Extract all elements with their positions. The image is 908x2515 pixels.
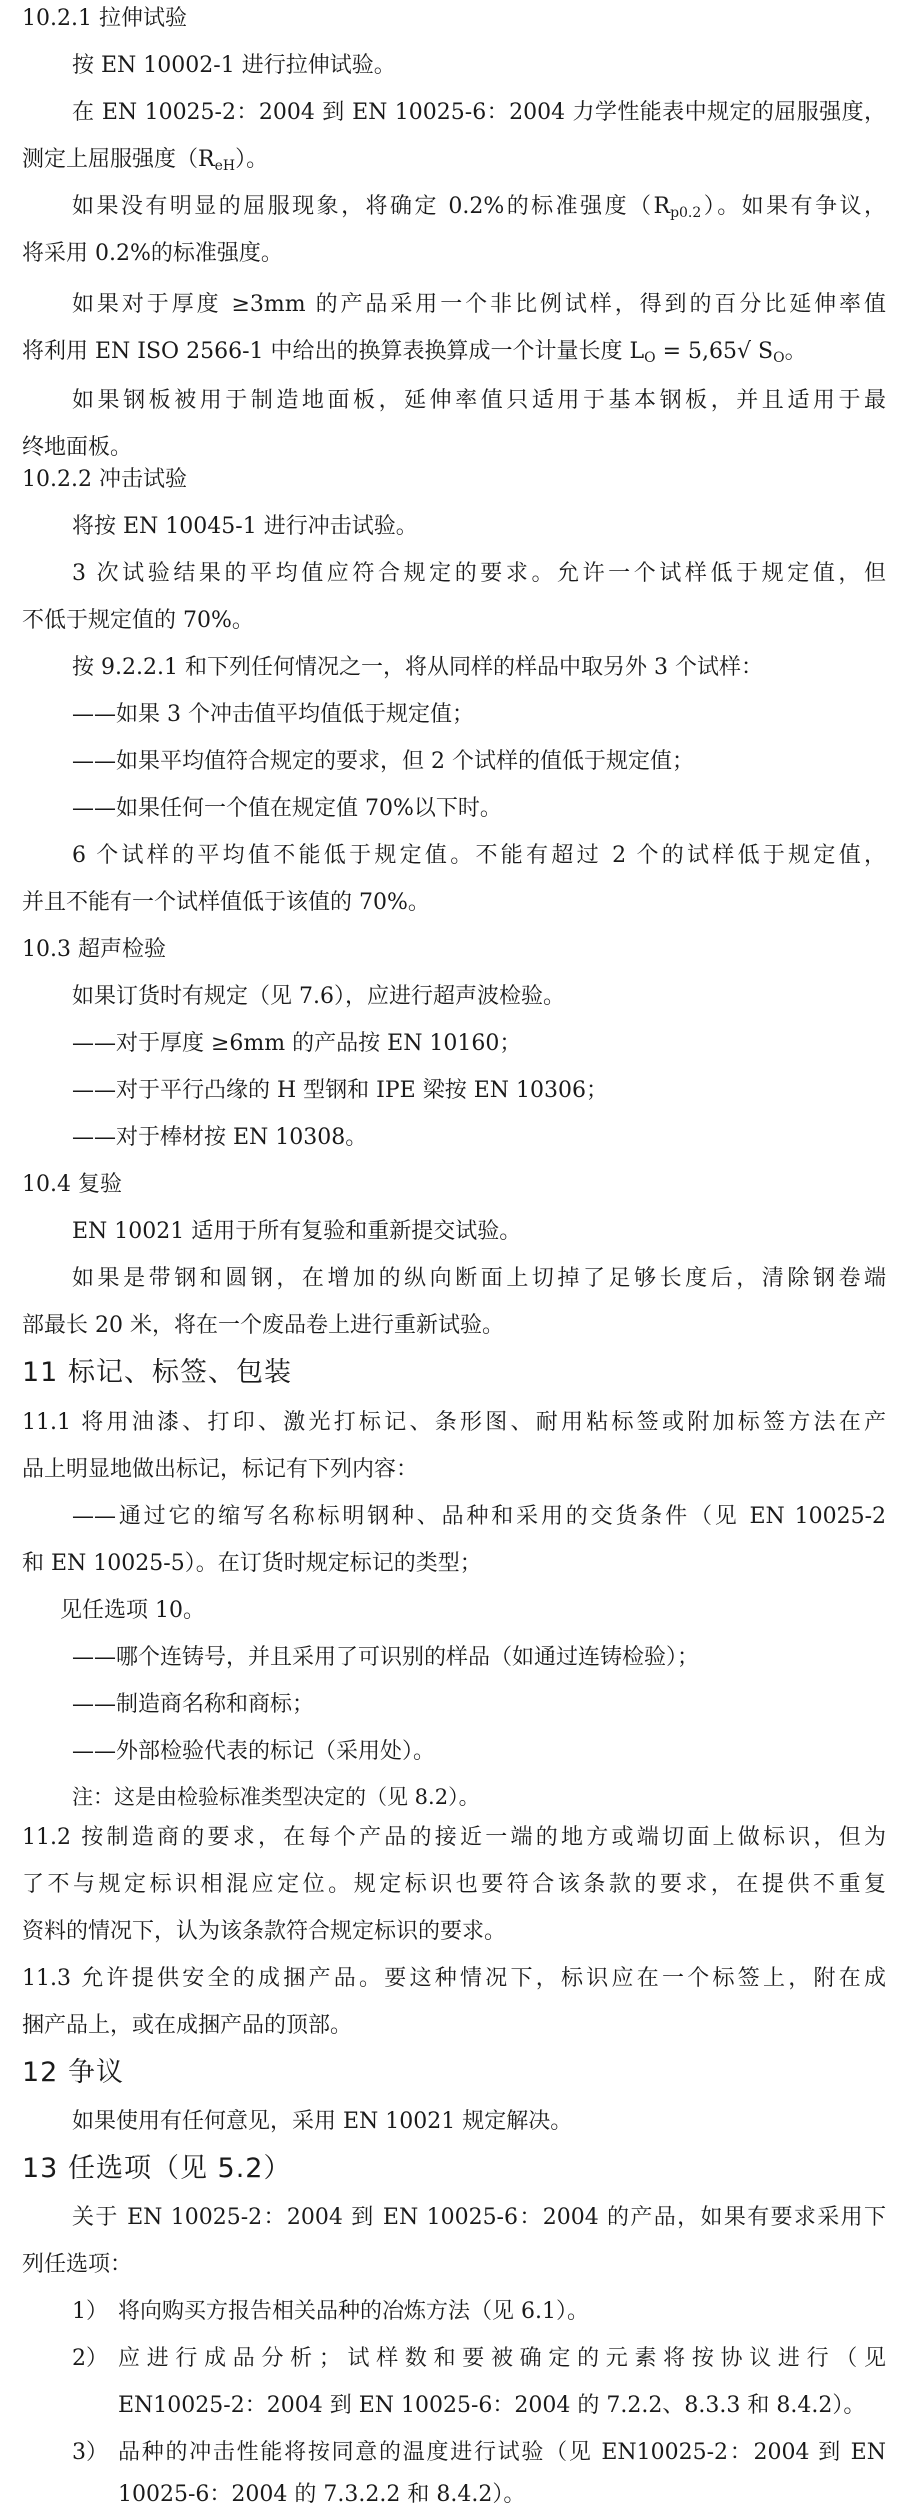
paragraph-line: 将利用 EN ISO 2566-1 中给出的换算表换算成一个计量长度 $L_O = 5,65√$ $S_O$。: [22, 339, 807, 366]
list-item-text: 应进行成品分析；试样数和要被确定的元素将按协议进行（见: [118, 2346, 886, 2371]
list-item-number: 1）: [72, 2299, 108, 2324]
paragraph-line: 品上明显地做出标记，标记有下列内容：: [22, 1457, 419, 1482]
paragraph-line: 终地面板。: [22, 435, 133, 460]
list-item: ——外部检验代表的标记（采用处）。: [72, 1739, 436, 1764]
paragraph-line: 如果没有明显的屈服现象，将确定 0.2%的标准强度$(R_{p0.2})$。如果有争议，: [72, 194, 886, 221]
paragraph-line: 捆产品上，或在成捆产品的顶部。: [22, 2013, 353, 2038]
heading-12: 12 争议: [22, 2057, 124, 2088]
list-item: ——哪个连铸号，并且采用了可识别的样品（如通过连铸检验）；: [72, 1645, 700, 1670]
paragraph-line: 11.2 按制造商的要求，在每个产品的接近一端的地方或端切面上做标识，但为: [22, 1825, 886, 1850]
paragraph-line: 如果钢板被用于制造地面板，延伸率值只适用于基本钢板，并且适用于最: [72, 388, 886, 413]
heading-13: 13 任选项（见 5.2）: [22, 2153, 292, 2184]
list-item-number: 2）: [72, 2346, 108, 2371]
paragraph-line: 将按 EN 10045-1 进行冲击试验。: [72, 514, 418, 539]
heading-10-2-2: 10.2.2 冲击试验: [22, 467, 187, 492]
list-item: ——如果任何一个值在规定值 70%以下时。: [72, 796, 502, 821]
paragraph-line: 如果使用有任何意见，采用 EN 10021 规定解决。: [72, 2109, 573, 2134]
paragraph-line: 11.1 将用油漆、打印、激光打标记、条形图、耐用粘标签或附加标签方法在产: [22, 1410, 886, 1435]
paragraph-line: 将采用 0.2%的标准强度。: [22, 241, 283, 266]
paragraph-line: 见任选项 10。: [60, 1598, 205, 1623]
list-item-text: 10025-6：2004 的 7.3.2.2 和 8.4.2）。: [118, 2482, 526, 2507]
paragraph-line: 测定上屈服强度$(R_{eH})$。: [22, 147, 269, 174]
note-line: 注：这是由检验标准类型决定的（见 8.2）。: [72, 1785, 480, 1809]
paragraph-line: 关于 EN 10025-2：2004 到 EN 10025-6：2004 的产品，如果有要求采用下: [72, 2205, 886, 2230]
heading-10-3: 10.3 超声检验: [22, 937, 166, 962]
paragraph-line: 6 个试样的平均值不能低于规定值。不能有超过 2 个的试样低于规定值，: [72, 843, 886, 868]
paragraph-line: 按 9.2.2.1 和下列任何情况之一，将从同样的样品中取另外 3 个试样：: [72, 655, 763, 680]
paragraph-line: 和 EN 10025-5）。在订货时规定标记的类型；: [22, 1551, 482, 1576]
list-item: ——对于厚度 ≥6mm 的产品按 EN 10160；: [72, 1031, 522, 1056]
list-item: ——对于棒材按 EN 10308。: [72, 1125, 368, 1150]
paragraph-line: 不低于规定值的 70%。: [22, 608, 254, 633]
list-item-number: 3）: [72, 2440, 108, 2465]
paragraph-line: 部最长 20 米，将在一个废品卷上进行重新试验。: [22, 1313, 504, 1338]
paragraph-line: 列任选项：: [22, 2252, 133, 2277]
list-item-text: 将向购买方报告相关品种的冶炼方法（见 6.1）。: [118, 2299, 589, 2324]
paragraph-line: EN 10021 适用于所有复验和重新提交试验。: [72, 1219, 522, 1244]
list-item-text: 品种的冲击性能将按同意的温度进行试验（见 EN10025-2：2004 到 EN: [118, 2440, 886, 2465]
paragraph-line: 资料的情况下，认为该条款符合规定标识的要求。: [22, 1919, 507, 1944]
paragraph-line: 如果是带钢和圆钢，在增加的纵向断面上切掉了足够长度后，清除钢卷端: [72, 1266, 886, 1291]
paragraph-line: 了不与规定标识相混应定位。规定标识也要符合该条款的要求，在提供不重复: [22, 1872, 886, 1897]
paragraph-line: 并且不能有一个试样值低于该值的 70%。: [22, 890, 430, 915]
list-item: ——制造商名称和商标；: [72, 1692, 315, 1717]
list-item: ——通过它的缩写名称标明钢种、品种和采用的交货条件（见 EN 10025-2: [72, 1504, 886, 1529]
paragraph-line: 11.3 允许提供安全的成捆产品。要这种情况下，标识应在一个标签上，附在成: [22, 1966, 886, 1991]
paragraph-line: 按 EN 10002-1 进行拉伸试验。: [72, 53, 396, 78]
heading-10-4: 10.4 复验: [22, 1172, 122, 1197]
paragraph-line: 如果订货时有规定（见 7.6），应进行超声波检验。: [72, 984, 565, 1009]
list-item: ——如果平均值符合规定的要求，但 2 个试样的值低于规定值；: [72, 749, 694, 774]
heading-10-2-1: 10.2.1 拉伸试验: [22, 6, 187, 31]
paragraph-line: 在 EN 10025-2：2004 到 EN 10025-6：2004 力学性能表中规定的屈服强度，: [72, 100, 886, 125]
paragraph-line: 如果对于厚度 ≥3mm 的产品采用一个非比例试样，得到的百分比延伸率值: [72, 292, 886, 317]
list-item: ——对于平行凸缘的 H 型钢和 IPE 梁按 EN 10306；: [72, 1078, 608, 1103]
list-item-text: EN10025-2：2004 到 EN 10025-6：2004 的 7.2.2、8.3.3 和 8.4.2）。: [118, 2393, 866, 2418]
list-item: ——如果 3 个冲击值平均值低于规定值；: [72, 702, 474, 727]
paragraph-line: 3 次试验结果的平均值应符合规定的要求。允许一个试样低于规定值，但: [72, 561, 886, 586]
heading-11: 11 标记、标签、包装: [22, 1357, 292, 1388]
